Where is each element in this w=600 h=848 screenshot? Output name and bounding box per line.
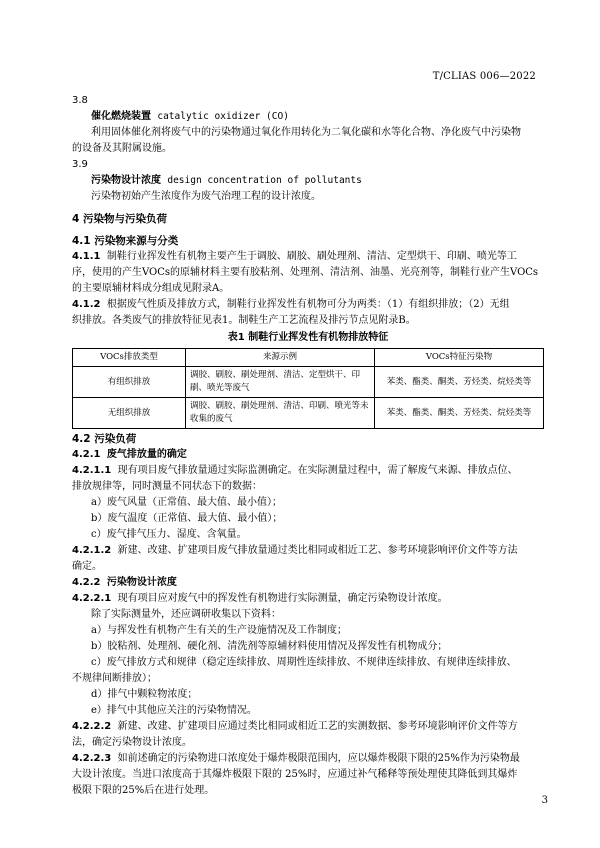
clause-number: 4.2.2.1 bbox=[72, 593, 112, 604]
paragraph-line: 法，确定污染物设计浓度。 bbox=[72, 737, 192, 748]
section-heading: 4.2 污染负荷 bbox=[72, 433, 137, 445]
page-body bbox=[72, 93, 544, 799]
clause-text: 如前述确定的污染物进口浓度处于爆炸极限范围内，应以爆炸极限下限的25%作为污染物最 bbox=[117, 753, 520, 764]
list-item: e）排气中其他应关注的污染物情况。 bbox=[91, 705, 257, 716]
page-number: 3 bbox=[541, 795, 548, 806]
paragraph-line: 的主要原辅材料成分组成见附录A。 bbox=[72, 283, 230, 294]
clause-text: 新建、改建、扩建项目废气排放量通过类比相同或相近工艺、参考环境影响评价文件等方法 bbox=[117, 545, 518, 556]
section-number: 3.9 bbox=[72, 159, 88, 170]
clause-number: 4.2.2.2 bbox=[72, 721, 112, 732]
term-english: design concentration of pollutants bbox=[167, 175, 362, 186]
definition-line: 污染物初始产生浓度作为废气治理工程的设计浓度。 bbox=[91, 191, 321, 202]
list-item-continuation: 不规律间断排放）； bbox=[72, 673, 157, 684]
definition-line: 的设备及其附属设施。 bbox=[72, 143, 172, 154]
table-header-cell: 来源示例 bbox=[186, 349, 375, 367]
table-cell: 有组织排放 bbox=[73, 367, 186, 398]
table-header-cell: VOCs特征污染物 bbox=[375, 349, 544, 367]
paragraph-line: 排放规律等，同时测量不同状态下的数据： bbox=[72, 481, 262, 492]
clause-text: 现有项目应对废气中的挥发性有机物进行实际测量，确定污染物设计浓度。 bbox=[117, 593, 448, 604]
list-item: d）排气中颗粒物浓度； bbox=[91, 689, 198, 700]
document-code: T/CLIAS 006—2022 bbox=[432, 71, 536, 82]
paragraph-line bbox=[72, 719, 544, 735]
paragraph-line: 大设计浓度。当进口浓度高于其爆炸极限下限的 25%时，应通过补气稀释等预处理使其降低到其爆炸 bbox=[72, 769, 518, 780]
list-item: c）废气排放方式和规律（稳定连续排放、周期性连续排放、不规律连续排放、有规律连续排放、 bbox=[91, 657, 517, 668]
list-item: c）废气排气压力、湿度、含氧量。 bbox=[91, 529, 247, 540]
subsection-title: 废气排放量的确定 bbox=[106, 449, 187, 460]
paragraph-line bbox=[72, 543, 544, 559]
clause-number: 4.2.2 bbox=[72, 577, 101, 588]
table-row bbox=[73, 367, 544, 398]
subsection-heading bbox=[72, 575, 544, 591]
table-row bbox=[73, 398, 544, 429]
clause-number: 4.1.2 bbox=[72, 299, 101, 310]
term-chinese: 污染物设计浓度 bbox=[91, 175, 161, 186]
clause-number: 4.2.1.2 bbox=[72, 545, 112, 556]
paragraph-line bbox=[72, 751, 544, 767]
paragraph-line: 序，使用的产生VOCs的原辅材料主要有胶粘剂、处理剂、清洁剂、油墨、光亮剂等，制鞋行业产生VOCs bbox=[72, 267, 539, 278]
clause-number: 4.2.2.3 bbox=[72, 753, 112, 764]
table-cell: 无组织排放 bbox=[73, 398, 186, 429]
section-number: 3.8 bbox=[72, 95, 88, 106]
paragraph-line: 极限下限的25%后在进行处理。 bbox=[72, 785, 215, 796]
table-header-cell: VOCs排放类型 bbox=[73, 349, 186, 367]
paragraph-line: 除了实际测量外，还应调研收集以下资料： bbox=[91, 609, 281, 620]
chapter-heading: 4 污染物与污染负荷 bbox=[72, 213, 167, 225]
clause-text: 制鞋行业挥发性有机物主要产生于调胶、刷胶、刷处理剂、清洁、定型烘干、印刷、喷光等工 bbox=[106, 251, 517, 262]
clause-text: 根据废气性质及排放方式，制鞋行业挥发性有机物可分为两类：（1）有组织排放；（2）无组 bbox=[106, 299, 510, 310]
paragraph-line bbox=[72, 591, 544, 607]
paragraph-line bbox=[72, 297, 544, 313]
term-entry bbox=[72, 109, 544, 125]
emission-table bbox=[72, 348, 544, 429]
table-header-row bbox=[73, 349, 544, 367]
table-cell: 苯类、酯类、酮类、芳烃类、烷烃类等 bbox=[375, 398, 544, 429]
paragraph-line: 织排放。各类废气的排放特征见表1。制鞋生产工艺流程及排污节点见附录B。 bbox=[72, 315, 416, 326]
paragraph-line bbox=[72, 249, 544, 265]
term-entry bbox=[72, 173, 544, 189]
table-cell: 调胶、刷胶、刷处理剂、清洁、定型烘干、印刷、喷光等废气 bbox=[186, 367, 375, 398]
list-item: b）废气温度（正常值、最大值、最小值）； bbox=[91, 513, 283, 524]
section-heading: 4.1 污染物来源与分类 bbox=[72, 235, 179, 247]
paragraph-line bbox=[72, 463, 544, 479]
term-english: catalytic oxidizer (CO) bbox=[157, 111, 289, 122]
clause-number: 4.1.1 bbox=[72, 251, 101, 262]
list-item: a）废气风量（正常值、最大值、最小值）； bbox=[91, 497, 282, 508]
table-cell: 调胶、刷胶、刷处理剂、清洁、印刷、喷光等未收集的废气 bbox=[186, 398, 375, 429]
table-caption: 表1 制鞋行业挥发性有机物排放特征 bbox=[227, 332, 389, 343]
clause-number: 4.2.1.1 bbox=[72, 465, 112, 476]
table-cell: 苯类、酯类、酮类、芳烃类、烷烃类等 bbox=[375, 367, 544, 398]
subsection-heading bbox=[72, 447, 544, 463]
clause-number: 4.2.1 bbox=[72, 449, 101, 460]
subsection-title: 污染物设计浓度 bbox=[106, 577, 177, 588]
list-item: a）与挥发性有机物产生有关的生产设施情况及工作制度； bbox=[91, 625, 347, 636]
term-chinese: 催化燃烧装置 bbox=[91, 111, 151, 122]
list-item: b）胶粘剂、处理剂、硬化剂、清洗剂等原辅材料使用情况及挥发性有机物成分； bbox=[91, 641, 448, 652]
clause-text: 现有项目废气排放量通过实际监测确定。在实际测量过程中，需了解废气来源、排放点位、 bbox=[117, 465, 518, 476]
clause-text: 新建、改建、扩建项目应通过类比相同或相近工艺的实测数据、参考环境影响评价文件等方 bbox=[117, 721, 518, 732]
paragraph-line: 确定。 bbox=[72, 561, 102, 572]
definition-line: 利用固体催化剂将废气中的污染物通过氧化作用转化为二氧化碳和水等化合物、净化废气中污染物 bbox=[91, 127, 521, 138]
